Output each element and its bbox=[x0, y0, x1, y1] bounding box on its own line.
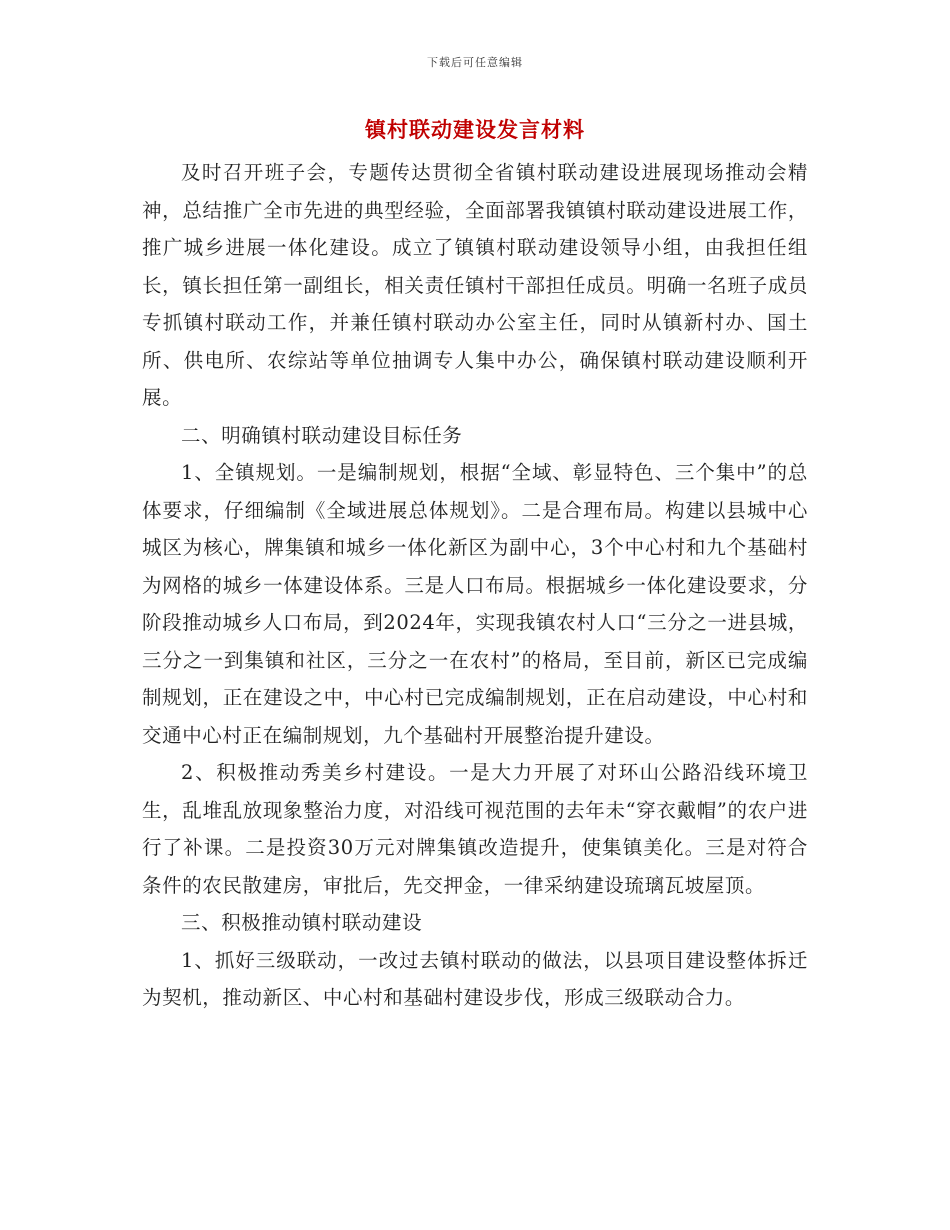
paragraph-planning: 1、全镇规划。一是编制规划，根据“全域、彰显特色、三个集中”的总体要求，仔细编制《全域进展总体规划》。二是合理布局。构建以县城中心城区为核心，牌集镇和城乡一体化新区为副中心，3个中心村和九个基础村为网格的城乡一体建设体系。三是人口布局。根据城乡一体化建设要求，分阶段推动城乡人口布局，到2024年，实现我镇农村人口“三分之一进县城，三分之一到集镇和社区，三分之一在农村”的格局，至目前，新区已完成编制规划，正在建设之中，中心村已完成编制规划，正在启动建设，中心村和交通中心村正在编制规划，九个基础村开展整治提升建设。 bbox=[142, 461, 808, 747]
paragraph-three-level-linkage: 1、抓好三级联动，一改过去镇村联动的做法，以县项目建设整体拆迁为契机，推动新区、中心村和基础村建设步伐，形成三级联动合力。 bbox=[142, 948, 808, 1009]
section-heading-2: 二、明确镇村联动建设目标任务 bbox=[181, 423, 463, 447]
paragraph-intro: 及时召开班子会，专题传达贯彻全省镇村联动建设进展现场推动会精神，总结推广全市先进的典型经验，全面部署我镇镇村联动建设进展工作，推广城乡进展一体化建设。成立了镇镇村联动建设领导小组，由我担任组长，镇长担任第一副组长，相关责任镇村干部担任成员。明确一名班子成员专抓镇村联动工作，并兼任镇村联动办公室主任，同时从镇新村办、国土所、供电所、农综站等单位抽调专人集中办公，确保镇村联动建设顺利开展。 bbox=[142, 161, 808, 409]
document-body bbox=[142, 154, 808, 1017]
document-title: 镇村联动建设发言材料 bbox=[365, 117, 585, 142]
paragraph-beautiful-village: 2、积极推动秀美乡村建设。一是大力开展了对环山公路沿线环境卫生，乱堆乱放现象整治力度，对沿线可视范围的去年未“穿衣戴帽”的农户进行了补课。二是投资30万元对牌集镇改造提升，使集镇美化。三是对符合条件的农民散建房，审批后，先交押金，一律采纳建设琉璃瓦坡屋顶。 bbox=[142, 761, 808, 897]
section-heading-3: 三、积极推动镇村联动建设 bbox=[181, 911, 423, 934]
header-note: 下载后可任意编辑 bbox=[427, 56, 523, 69]
